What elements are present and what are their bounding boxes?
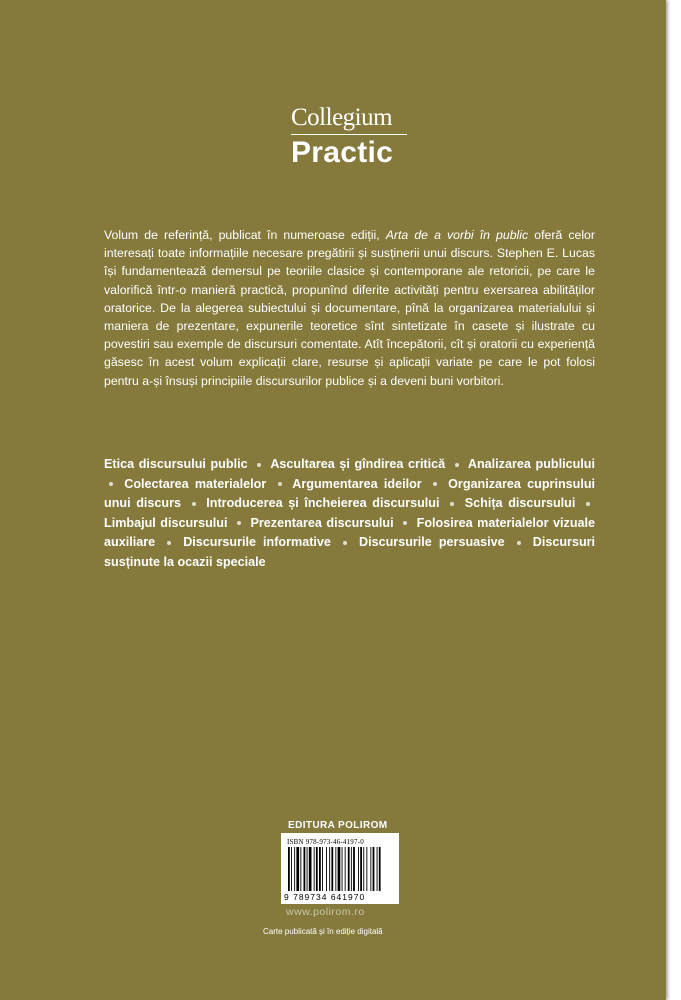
topic-item: Folosirea materialelor vizuale auxiliare — [104, 515, 596, 549]
barcode-bar — [296, 847, 299, 891]
topic-separator — [167, 541, 171, 545]
publisher-website: www.polirom.ro — [286, 906, 365, 918]
topic-separator — [450, 502, 454, 506]
topic-item: Schița discursului — [464, 496, 576, 510]
barcode-bar — [373, 847, 375, 891]
topic-item: Discursuri susținute la ocazii speciale — [104, 535, 596, 569]
barcode-bar — [345, 847, 346, 891]
topic-item: Argumentarea ideilor — [292, 476, 422, 491]
barcode-bar — [377, 847, 378, 891]
topic-separator — [455, 463, 459, 467]
topic-item: Discursurile persuasive — [359, 535, 505, 549]
logo-series-name: Collegium — [291, 104, 393, 131]
collegium-practic-logo — [291, 105, 413, 169]
book-title: Arta de a vorbi în public — [385, 228, 529, 242]
barcode-bar — [291, 847, 292, 891]
barcode-bar — [316, 847, 318, 891]
topic-separator — [403, 521, 407, 525]
barcode-bar — [307, 847, 308, 891]
barcode-bar — [342, 847, 343, 891]
topic-item: Discursurile informative — [183, 535, 331, 549]
topic-item: Organizarea cuprinsului unui discurs — [104, 476, 596, 510]
topic-separator — [586, 502, 590, 506]
barcode-bar — [366, 847, 367, 891]
topic-item: Analizarea publicului — [467, 457, 595, 471]
topics-list — [104, 455, 595, 572]
description-body: oferă celor interesați toate informațiile necesare pregătirii și susținerii unui discurs. Stephen E. Lucas își fundamentează demersul pe teoriile clasice și contemporane ale retoricii, pe care le valorifică într-o manieră practică, propunînd diferite activități pentru exersarea abilităților oratorice. De la alegerea subiectului și documentare, pînă la organizarea materialului și maniera de prezentare, expunerile teoretice sînt sintetizate în casete și ilustrate cu povestiri sau exemple de discursuri comentate. Atît începătorii, cît și oratorii cu experiență găsesc în acest volum explicații clare, resurse și aplicații variate pe care le pot folosi pentru a-și însuși principiile discursurilor publice și a deveni buni vorbitori. — [104, 228, 595, 388]
topic-separator — [192, 502, 196, 506]
topic-separator — [343, 541, 347, 545]
barcode-bar — [300, 847, 301, 891]
topic-separator — [517, 541, 521, 545]
barcode-bar — [338, 847, 341, 891]
barcode-bar — [309, 847, 312, 891]
barcode-bar — [351, 847, 352, 891]
barcode-bar — [353, 847, 355, 891]
topic-separator — [109, 482, 113, 486]
book-description — [104, 226, 595, 390]
barcode-bar — [326, 847, 327, 891]
logo-collection-name: Practic — [291, 136, 394, 169]
topic-separator — [278, 482, 282, 486]
barcode-bar — [314, 847, 315, 891]
barcode-bar — [379, 847, 381, 891]
topic-item: Colectarea materialelor — [124, 476, 267, 491]
topic-item: Limbajul discursului — [104, 515, 228, 530]
barcode-bar — [329, 847, 330, 891]
publisher-name: EDITURA POLIROM — [288, 820, 388, 831]
barcode-bar — [304, 847, 306, 891]
isbn-number: ISBN 978-973-46-4197-0 — [287, 838, 364, 846]
barcode-bar — [322, 847, 323, 891]
topic-separator — [257, 463, 261, 467]
barcode-bar — [294, 847, 295, 891]
barcode-bar — [363, 847, 364, 891]
topic-separator — [433, 482, 437, 486]
barcode-bar — [348, 847, 350, 891]
topic-separator — [237, 521, 241, 525]
barcode-bar — [360, 847, 362, 891]
topic-item: Introducerea și încheierea discursului — [206, 496, 440, 510]
logo-divider — [291, 134, 407, 135]
barcode-digits: 9 789734 641970 — [284, 892, 366, 902]
barcode-bar — [288, 847, 290, 891]
topic-item: Prezentarea discursului — [250, 515, 394, 530]
digital-edition-note: Carte publicată și în ediție digitală — [263, 927, 383, 936]
description-intro: Volum de referință, publicat în numeroase ediții, — [104, 228, 386, 242]
barcode-bar — [319, 847, 321, 891]
barcode-bars — [287, 847, 393, 891]
isbn-barcode — [281, 833, 399, 904]
topic-item: Ascultarea și gîndirea critică — [270, 457, 446, 471]
barcode-bar — [335, 847, 336, 891]
barcode-bar — [370, 847, 371, 891]
topic-item: Etica discursului public — [104, 457, 248, 471]
barcode-bar — [331, 847, 333, 891]
barcode-bar — [358, 847, 359, 891]
